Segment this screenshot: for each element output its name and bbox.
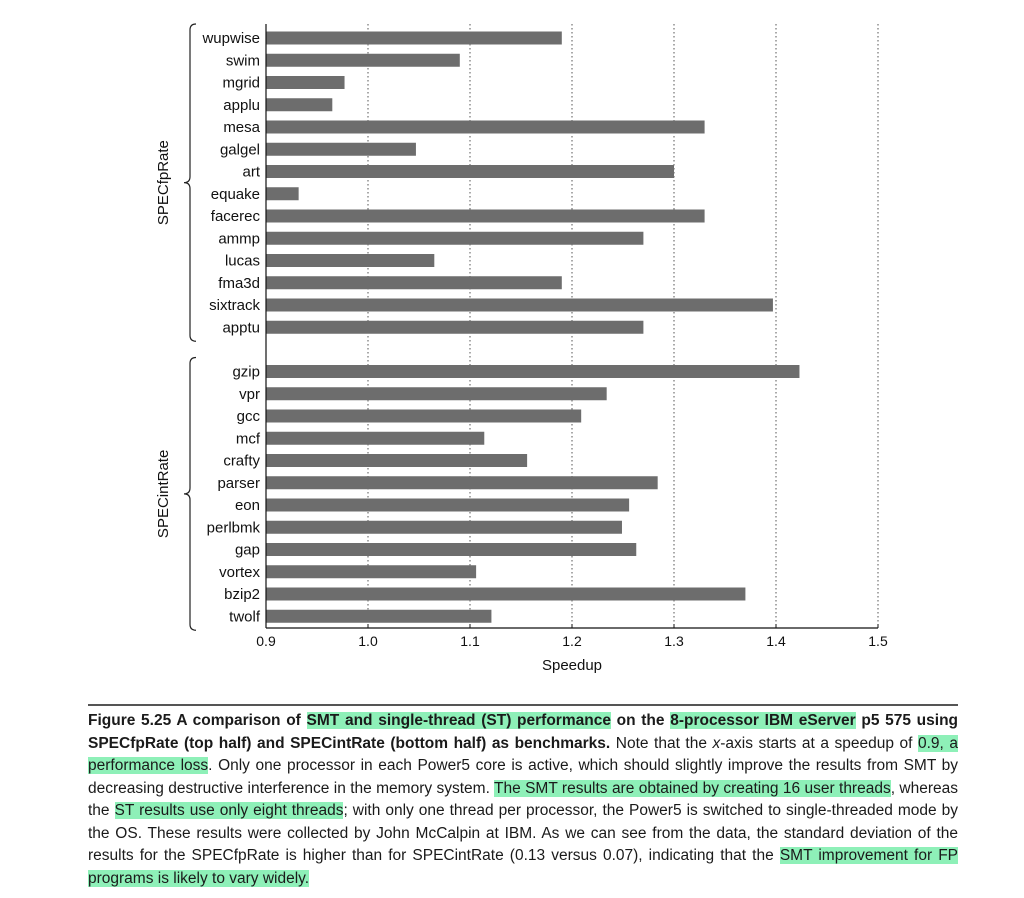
category-label: gcc	[236, 408, 260, 425]
bar-bzip2	[266, 588, 745, 601]
category-label: apptu	[222, 319, 260, 337]
caption-text: Figure 5.25	[88, 712, 172, 729]
x-tick-label: 1.1	[460, 633, 480, 649]
bar-applu	[266, 98, 332, 111]
bar-eon	[266, 499, 629, 512]
bar-sixtrack	[266, 299, 773, 312]
bar-mesa	[266, 121, 705, 134]
category-label: galgel	[219, 141, 260, 159]
category-label: vortex	[219, 563, 260, 581]
category-label: mgrid	[222, 74, 260, 92]
bar-gcc	[266, 410, 581, 423]
highlighted-text: ST results use only eight threads	[114, 802, 344, 819]
category-label: parser	[217, 474, 260, 492]
category-label: perlbmk	[206, 519, 260, 537]
bar-gap	[266, 543, 636, 556]
caption-text: ; with only one thread per processor, the Power5 is switched to single-threaded mode by the OS. These results were collected by John McCalpin at IBM. As we can see from the data, the standard deviation of the results for the SPECfpRate is higher than for SPECintRate (0.13 versus 0.07), indicating that the	[88, 802, 958, 864]
x-tick-label: 1.4	[766, 633, 786, 649]
category-label: wupwise	[202, 30, 260, 47]
figure-caption	[88, 704, 958, 890]
bar-crafty	[266, 454, 527, 467]
bar-parser	[266, 476, 658, 489]
category-label: equake	[210, 185, 260, 203]
caption-text: , whereas the	[88, 779, 958, 819]
caption-text: -axis starts at a speedup of	[720, 734, 918, 752]
caption-text: p5 575 using SPECfpRate (top half) and SPECintRate (bottom half) as benchmarks.	[88, 712, 959, 752]
bar-swim	[266, 54, 460, 67]
category-label: sixtrack	[209, 297, 260, 314]
category-label: bzip2	[224, 586, 260, 603]
category-label: lucas	[224, 252, 260, 270]
x-tick-label: 0.9	[256, 633, 276, 649]
category-label: fma3d	[218, 274, 260, 292]
group-brace	[184, 358, 196, 631]
x-tick-label: 1.0	[358, 633, 378, 649]
bar-vpr	[266, 387, 607, 400]
bar-art	[266, 165, 674, 178]
category-labels	[201, 30, 260, 625]
x-tick-label: 1.5	[868, 633, 888, 649]
bar-wupwise	[266, 32, 562, 45]
highlighted-text: The SMT results are obtained by creating 16 user threads	[494, 779, 891, 797]
caption-text: on the	[610, 712, 671, 729]
category-label: swim	[225, 52, 260, 70]
category-label: applu	[223, 96, 260, 114]
x-tick-label: 1.2	[562, 633, 582, 649]
bar-mcf	[266, 432, 484, 445]
category-label: facerec	[210, 208, 260, 225]
bars	[266, 32, 799, 623]
bar-vortex	[266, 565, 476, 578]
category-label: eon	[234, 497, 260, 514]
category-label: twolf	[229, 608, 260, 626]
bar-mgrid	[266, 76, 345, 89]
bar-lucas	[266, 254, 434, 267]
bar-galgel	[266, 143, 416, 156]
category-label: gap	[234, 541, 260, 559]
group-label: SPECintRate	[155, 449, 172, 539]
category-label: crafty	[223, 452, 260, 470]
bar-twolf	[266, 610, 491, 623]
caption-text: x	[712, 734, 721, 752]
category-label: art	[242, 163, 260, 181]
category-label: mesa	[223, 119, 260, 136]
highlighted-text: 8-processor IBM eServer	[670, 712, 856, 729]
bar-facerec	[266, 210, 705, 223]
x-tick-label: 1.3	[664, 633, 684, 649]
caption-text: Note that the	[610, 734, 713, 752]
category-label: ammp	[218, 230, 260, 248]
bar-fma3d	[266, 276, 562, 289]
bar-ammp	[266, 232, 643, 245]
highlighted-text: 0.9, a performance loss	[88, 734, 959, 774]
group-braces	[155, 24, 196, 630]
caption-text: . Only one processor in each Power5 core is active, which should slightly improve the results from SMT by decreasing destructive interference in the memory system.	[88, 757, 958, 797]
bar-gzip	[266, 365, 799, 378]
caption-text: A comparison of	[171, 712, 307, 729]
category-label: gzip	[232, 363, 260, 381]
bar-equake	[266, 187, 299, 200]
category-label: mcf	[235, 430, 260, 448]
highlighted-text: SMT improvement for FP programs is likely to vary widely.	[88, 847, 959, 887]
x-axis-title: Speedup	[541, 657, 603, 674]
highlighted-text: SMT and single-thread (ST) performance	[306, 712, 611, 729]
bar-apptu	[266, 321, 643, 334]
bar-perlbmk	[266, 521, 622, 534]
category-label: vpr	[239, 385, 260, 403]
group-brace	[184, 24, 196, 341]
group-label: SPECfpRate	[155, 140, 172, 226]
